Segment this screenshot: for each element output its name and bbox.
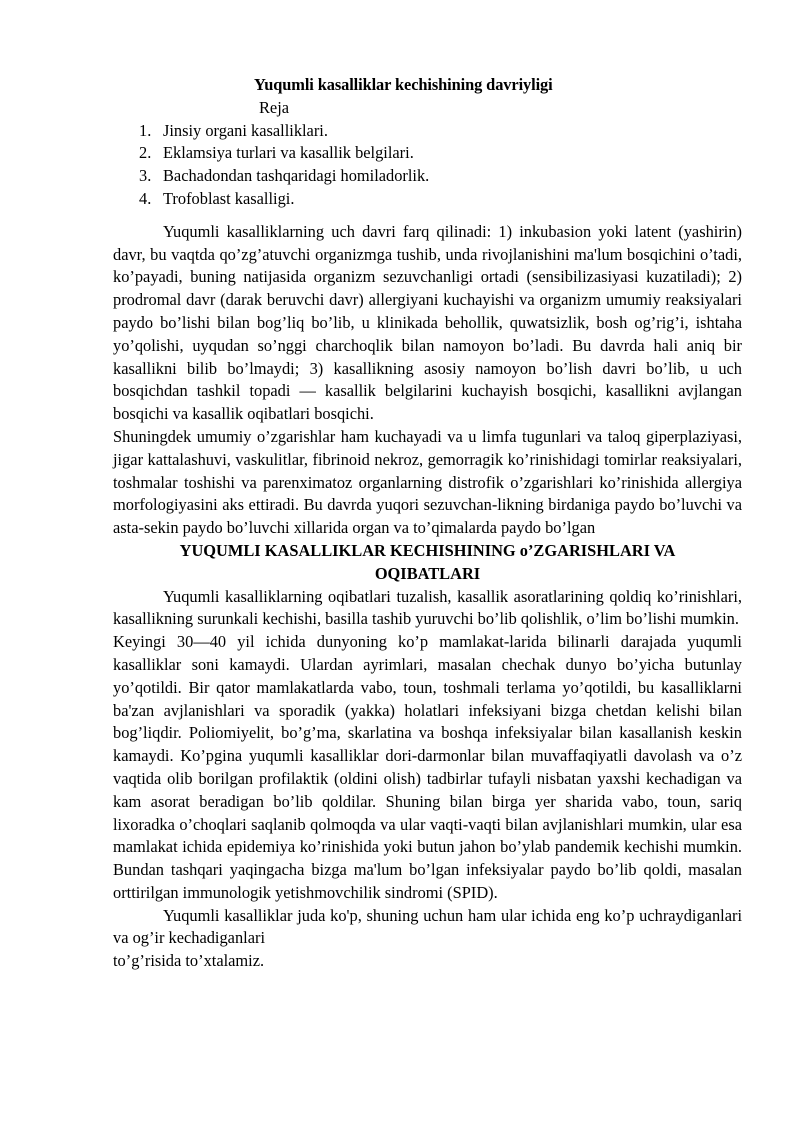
plan-item [113, 165, 742, 188]
spacer [113, 211, 742, 221]
paragraph-final-line: Yuqumli kasalliklar juda ko'p, shuning uchun ham ular ichida eng ko’p uchraydiganlari va og’ir kechadiganlari [113, 905, 742, 948]
plan-item-number: 3. [139, 166, 152, 186]
plan-item-text: Eklamsiya turlari va kasallik belgilari. [163, 143, 414, 163]
plan-item-number: 2. [139, 143, 152, 163]
paragraph-final-line: to’g’risida to’xtalamiz. [113, 951, 265, 971]
document-page [113, 74, 742, 973]
document-title: Yuqumli kasalliklar kechishining davriyligi [254, 75, 553, 94]
paragraph-outcomes: Yuqumli kasalliklarning oqibatlari tuzalish, kasallik asoratlarining qoldiq ko’rinishlari, kasallikning surunkali kechishi, basilla tashib yuruvchi bo’lib qolishlik, o’lim bo’lishi mumkin. [113, 586, 742, 629]
paragraph-periods: Yuqumli kasalliklarning uch davri farq qilinadi: 1) inkubasion yoki latent (yashirin) davr, bu vaqtda qo’zg’atuvchi organizmga tushib, unda rivojlanishini ma'lum bosqichini o’tadi, ko’payadi, buning natijasida organizm sezuvchanligi ortadi (sensibilizasiyasi kuzatiladi); 2) prodromal davr (darak beruvchi davr) allergiyani kuchayishi va organizm umumiy reaksiyalari paydo bo’lishi bilan bog’liq bo’lib, u klinikada behollik, quwatsizlik, bosh og’rig’i, ishtaha yo’qolishi, uyqudan so’nggi charchoqlik bilan namoyon bo’ladi. Bu davrda hali aniq bir kasallikni bilib bo’lmaydi; 3) kasallikning asosiy namoyon bo’lish davri bo’lib, u uch bosqichdan tashkil topadi — kasallik belgilarini kuchayish bosqichi, kasallikni avjlangan bosqichi va kasallik oqibatlari bosqichi. [113, 221, 742, 424]
plan-item-text: Jinsiy organi kasalliklari. [163, 120, 328, 140]
paragraph-final [113, 905, 742, 973]
paragraph-trends: Keyingi 30—40 yil ichida dunyoning ko’p mamlakat-larida bilinarli darajada yuqumli kasalliklar soni kamaydi. Ulardan ayrimlari, masalan chechak dunyo bo’yicha butunlay yo’qotildi. Bir qator mamlakatlarda vabo, toun, toshmali terlama yo’qotildi, bu kasalliklarni ba'zan avjlanishlari va sporadik (yakka) holatlari infeksiyani bizga chetdan kelishi bilan bog’liqdir. Poliomiyelit, bo’g’ma, skarlatina va boshqa infeksiyalar bilan kasallanish keskin kamaydi. Ko’pgina yuqumli kasalliklar dori-darmonlar bilan muvaffaqiyatli davolash va o’z vaqtida olib borilgan profilaktik (oldini olish) tadbirlar tufayli nisbatan yaxshi kechadigan va kam asorat beradigan bo’lib qoldilar. Shuning bilan birga yer sharida vabo, toun, sariq lixoradka o’choqlari saqlanib qolmoqda va ular vaqti-vaqti bilan avjlanishlari mumkin, ular esa mamlakat ichida epidemiya ko’rinishida yoki butun jahon bo’ylab pandemik kechishi mumkin. Bundan tashqari yaqingacha bizga ma'lum bo’lgan infeksiyalar paydo bo’lib qoldi, masalan orttirilgan immunologik yetishmovchilik sindromi (SPID). [113, 632, 742, 902]
section-heading [113, 540, 742, 586]
plan-item-text: Bachadondan tashqaridagi homiladorlik. [163, 166, 430, 186]
section-heading-line: OQIBATLARI [374, 563, 481, 583]
plan-item [113, 142, 742, 165]
plan-item-number: 4. [139, 188, 152, 208]
plan-heading: Reja [259, 97, 290, 117]
paragraph-general-changes: Shuningdek umumiy o’zgarishlar ham kuchayadi va u limfa tugunlari va taloq giperplaziyasi, jigar kattalashuvi, vaskulitlar, fibrinoid nekroz, gemorragik ko’rinishidagi tomirlar reaksiyalari, toshmalar toshishi va parenximatoz organlarning distrofik o’zgarishlari ko’rinishida allergiya morfologiyasini aks ettiradi. Bu davrda yuqori sezuvchan-likning birdaniga paydo bo’luvchi va asta-sekin paydo bo’luvchi xillarida organ va to’qimalarda paydo bo’lgan [113, 426, 742, 538]
plan-item-number: 1. [139, 120, 152, 140]
plan-list [113, 120, 742, 211]
section-heading-line: YUQUMLI KASALLIKLAR KECHISHINING o’ZGARISHLARI VA [179, 540, 676, 560]
plan-item [113, 120, 742, 143]
plan-item-text: Trofoblast kasalligi. [163, 188, 295, 208]
plan-item [113, 188, 742, 211]
